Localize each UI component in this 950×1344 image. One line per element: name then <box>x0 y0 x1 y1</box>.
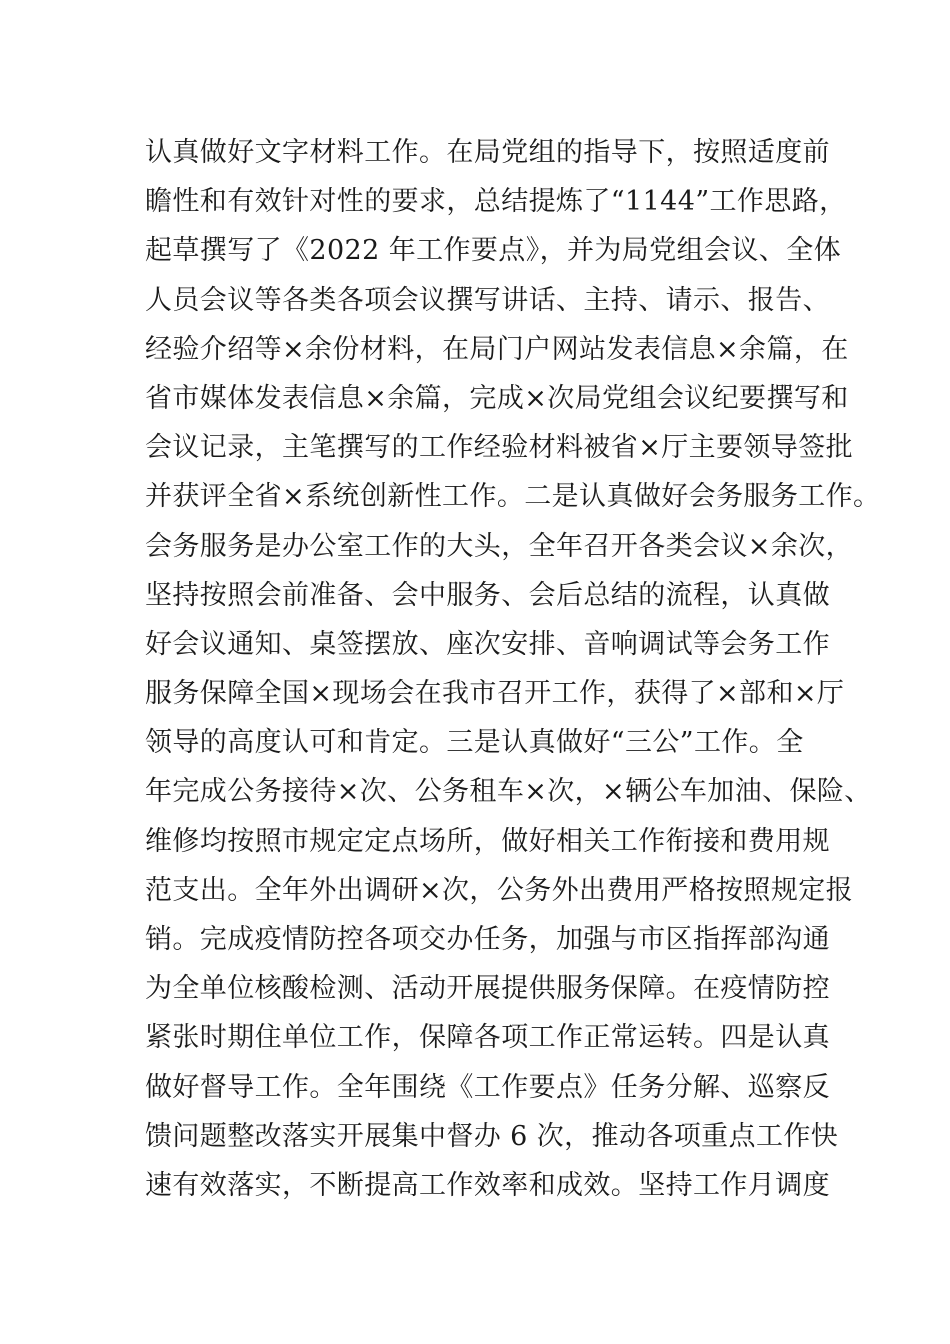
text-line-6: 省市媒体发表信息×余篇，完成×次局党组会议纪要撰写和 <box>145 382 849 414</box>
text-line-22: 速有效落实，不断提高工作效率和成效。坚持工作月调度 <box>145 1169 830 1201</box>
text-line-12: 服务保障全国×现场会在我市召开工作，获得了×部和×厅 <box>145 678 845 710</box>
body-text <box>145 128 881 1210</box>
text-line-21: 馈问题整改落实开展集中督办 6 次，推动各项重点工作快 <box>145 1120 839 1152</box>
text-line-14: 年完成公务接待×次、公务租车×次，×辆公车加油、保险、 <box>145 776 872 808</box>
text-line-15: 维修均按照市规定定点场所，做好相关工作衔接和费用规 <box>145 825 830 857</box>
text-line-13: 领导的高度认可和肯定。三是认真做好“三公”工作。全 <box>145 727 804 759</box>
text-line-20: 做好督导工作。全年围绕《工作要点》任务分解、巡察反 <box>145 1071 830 1103</box>
text-line-17: 销。完成疫情防控各项交办任务，加强与市区指挥部沟通 <box>145 924 830 955</box>
text-line-9: 会务服务是办公室工作的大头，全年召开各类会议×余次， <box>145 530 854 562</box>
text-line-3: 起草撰写了《2022 年工作要点》，并为局党组会议、全体 <box>145 235 841 267</box>
text-line-5: 经验介绍等×余份材料，在局门户网站发表信息×余篇，在 <box>145 333 849 365</box>
text-line-4: 人员会议等各类各项会议撰写讲话、主持、请示、报告、 <box>145 284 830 316</box>
text-line-1: 认真做好文字材料工作。在局党组的指导下，按照适度前 <box>145 137 830 168</box>
text-line-16: 范支出。全年外出调研×次，公务外出费用严格按照规定报 <box>145 874 854 906</box>
text-line-18: 为全单位核酸检测、活动开展提供服务保障。在疫情防控 <box>145 973 830 1005</box>
text-line-7: 会议记录，主笔撰写的工作经验材料被省×厅主要领导签批 <box>145 432 854 464</box>
text-line-8: 并获评全省×系统创新性工作。二是认真做好会务服务工作。 <box>145 481 881 513</box>
text-line-2: 瞻性和有效针对性的要求，总结提炼了“1144”工作思路， <box>145 186 847 218</box>
text-line-10: 坚持按照会前准备、会中服务、会后总结的流程，认真做 <box>145 579 830 611</box>
text-line-11: 好会议通知、桌签摆放、座次安排、音响调试等会务工作 <box>145 628 830 660</box>
text-line-19: 紧张时期住单位工作，保障各项工作正常运转。四是认真 <box>145 1022 830 1054</box>
